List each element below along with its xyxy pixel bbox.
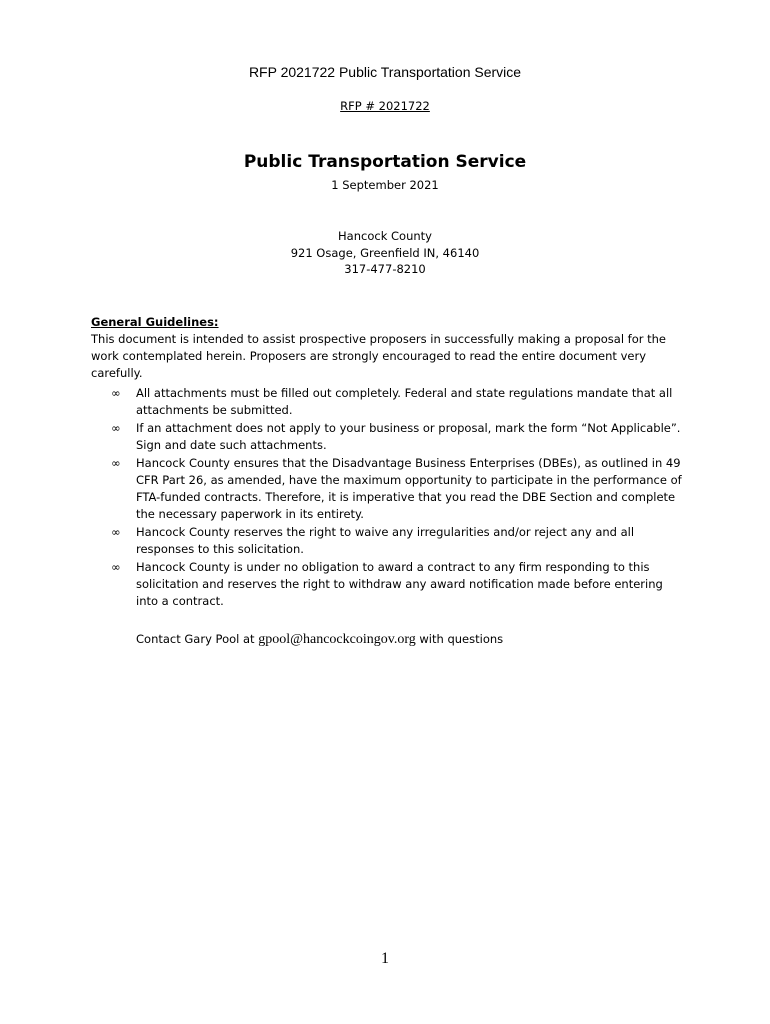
list-item-text: Hancock County is under no obligation to award a contract to any firm responding to this solicitation and reserves the right to withdraw any award notification made before entering into a contract. [136, 560, 663, 608]
contact-email: gpool@hancockcoingov.org [258, 632, 416, 647]
list-item [111, 559, 685, 610]
infinity-bullet-icon: ∞ [111, 525, 121, 539]
list-item [111, 524, 685, 558]
phone-number: 317-477-8210 [344, 262, 426, 276]
guidelines-list [111, 385, 685, 611]
guidelines-intro: This document is intended to assist prospective proposers in successfully making a proposal for the work contemplated herein. Proposers are strongly encouraged to read the entire document very carefully. [91, 332, 667, 380]
contact-suffix: with questions [415, 632, 504, 646]
list-item-text: Hancock County ensures that the Disadvantage Business Enterprises (DBEs), as outlined in 49 CFR Part 26, as amended, have the maximum opportunity to participate in the performance of FTA-funded contracts. Therefore, it is imperative that you read the DBE Section and complete the necessary paperwork in its entirety. [136, 456, 682, 521]
rfp-number [0, 97, 770, 115]
general-guidelines-section [91, 314, 683, 382]
infinity-bullet-icon: ∞ [111, 386, 121, 400]
list-item-text: If an attachment does not apply to your business or proposal, mark the form “Not Applicable”. Sign and date such attachments. [136, 421, 681, 452]
document-date: 1 September 2021 [331, 178, 439, 192]
rfp-number-text: RFP # 2021722 [340, 99, 430, 113]
guidelines-heading: General Guidelines: [91, 315, 219, 329]
list-item-text: Hancock County reserves the right to waive any irregularities and/or reject any and all responses to this solicitation. [136, 525, 635, 556]
infinity-bullet-icon: ∞ [111, 560, 121, 574]
page-number: 1 [381, 950, 389, 967]
document-title: Public Transportation Service [243, 152, 527, 172]
list-item-text: All attachments must be filled out completely. Federal and state regulations mandate that all attachments be submitted. [136, 386, 673, 417]
contact-prefix: Contact Gary Pool at [136, 632, 259, 646]
running-header: RFP 2021722 Public Transportation Service [248, 64, 522, 80]
contact-line [136, 630, 696, 649]
street-address: 921 Osage, Greenfield IN, 46140 [290, 245, 480, 260]
infinity-bullet-icon: ∞ [111, 421, 121, 435]
address-block [0, 228, 770, 278]
organization-name: Hancock County [338, 229, 432, 243]
infinity-bullet-icon: ∞ [111, 456, 121, 470]
list-item [111, 385, 685, 419]
list-item [111, 420, 685, 454]
list-item [111, 455, 685, 523]
